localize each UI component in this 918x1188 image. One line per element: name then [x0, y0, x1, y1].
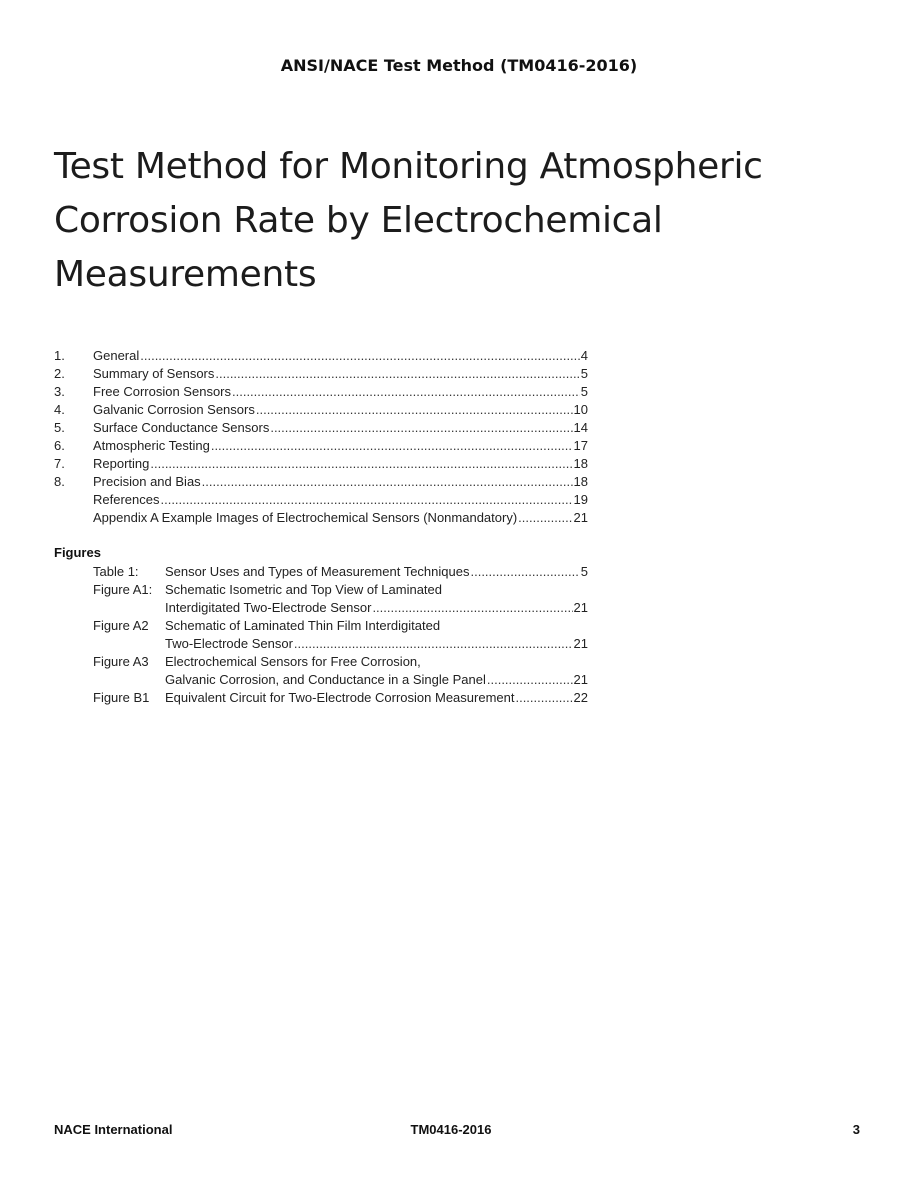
toc-number: 5.: [54, 420, 65, 435]
toc-entry[interactable]: [54, 437, 588, 455]
figure-label: Figure A3: [93, 654, 149, 669]
figure-title-line: Electrochemical Sensors for Free Corrosion,: [165, 654, 421, 669]
figure-entry[interactable]: [93, 617, 588, 653]
toc-entry[interactable]: [54, 419, 588, 437]
toc-leader: [487, 671, 573, 689]
toc-entry[interactable]: [54, 473, 588, 491]
footer-publisher: NACE International: [54, 1122, 173, 1137]
toc-number: 8.: [54, 474, 65, 489]
toc-title: Galvanic Corrosion Sensors: [93, 402, 255, 417]
toc-page: 5: [580, 366, 588, 381]
toc-number: 2.: [54, 366, 65, 381]
toc-title: Surface Conductance Sensors: [93, 420, 270, 435]
toc-title: Free Corrosion Sensors: [93, 384, 231, 399]
figure-title-line: Schematic of Laminated Thin Film Interdigitated: [165, 618, 441, 633]
figure-entry[interactable]: [93, 689, 588, 707]
toc-leader: [294, 635, 573, 653]
figure-page: 21: [573, 600, 588, 615]
figure-title: Equivalent Circuit for Two-Electrode Corrosion Measurement: [165, 690, 515, 705]
toc-leader: [215, 365, 579, 383]
toc-leader: [470, 563, 579, 581]
toc-title: Appendix A Example Images of Electrochemical Sensors (Nonmandatory): [93, 510, 518, 525]
figure-label: Table 1:: [93, 564, 139, 579]
figure-page: 5: [580, 564, 588, 579]
toc-title: Summary of Sensors: [93, 366, 215, 381]
toc-page: 4: [580, 348, 588, 363]
toc-leader: [150, 455, 572, 473]
toc-entry[interactable]: [54, 509, 588, 527]
toc-leader: [211, 437, 573, 455]
figure-title: Galvanic Corrosion, and Conductance in a Single Panel: [165, 672, 486, 687]
page-number: 3: [852, 1122, 860, 1137]
toc-entry[interactable]: [54, 383, 588, 401]
toc-title: Atmospheric Testing: [93, 438, 210, 453]
figure-page: 21: [573, 672, 588, 687]
toc-leader: [270, 419, 572, 437]
toc-entry[interactable]: [54, 491, 588, 509]
toc-page: 18: [573, 474, 588, 489]
toc-leader: [202, 473, 573, 491]
figure-label: Figure A1:: [93, 582, 153, 597]
toc-leader: [256, 401, 573, 419]
toc-leader: [232, 383, 580, 401]
figure-page: 21: [573, 636, 588, 651]
toc-page: 19: [573, 492, 588, 507]
toc-number: 1.: [54, 348, 65, 363]
figure-page: 22: [573, 690, 588, 705]
toc-leader: [140, 347, 580, 365]
toc-entry[interactable]: [54, 401, 588, 419]
toc-page: 5: [580, 384, 588, 399]
toc-number: 3.: [54, 384, 65, 399]
toc-leader: [372, 599, 572, 617]
toc-entry[interactable]: [54, 347, 588, 365]
toc-page: 21: [573, 510, 588, 525]
figures-list: [93, 563, 588, 707]
toc-title: Precision and Bias: [93, 474, 201, 489]
toc-number: 6.: [54, 438, 65, 453]
figure-title: Sensor Uses and Types of Measurement Techniques: [165, 564, 470, 579]
toc-entry[interactable]: [54, 455, 588, 473]
toc-title: General: [93, 348, 140, 363]
toc-page: 10: [573, 402, 588, 417]
footer-document-id: TM0416-2016: [410, 1122, 492, 1137]
figure-title: Two-Electrode Sensor: [165, 636, 293, 651]
toc-number: 4.: [54, 402, 65, 417]
figure-entry[interactable]: [93, 563, 588, 581]
figure-entry[interactable]: [93, 581, 588, 617]
figure-title-line: Schematic Isometric and Top View of Laminated: [165, 582, 442, 597]
figure-title: Interdigitated Two-Electrode Sensor: [165, 600, 372, 615]
figures-heading: Figures: [54, 545, 101, 560]
running-header: ANSI/NACE Test Method (TM0416-2016): [280, 56, 638, 75]
toc-page: 14: [573, 420, 588, 435]
document-title: Test Method for Monitoring Atmospheric Corrosion Rate by Electrochemical Measurements: [54, 146, 763, 295]
toc-leader: [518, 509, 572, 527]
figure-label: Figure B1: [93, 690, 150, 705]
figure-entry[interactable]: [93, 653, 588, 689]
toc-number: 7.: [54, 456, 65, 471]
toc-leader: [160, 491, 572, 509]
toc-page: 18: [573, 456, 588, 471]
table-of-contents: [54, 347, 588, 527]
figure-label: Figure A2: [93, 618, 149, 633]
toc-title: Reporting: [93, 456, 150, 471]
toc-entry[interactable]: [54, 365, 588, 383]
toc-page: 17: [573, 438, 588, 453]
toc-title: References: [93, 492, 160, 507]
toc-leader: [515, 689, 572, 707]
